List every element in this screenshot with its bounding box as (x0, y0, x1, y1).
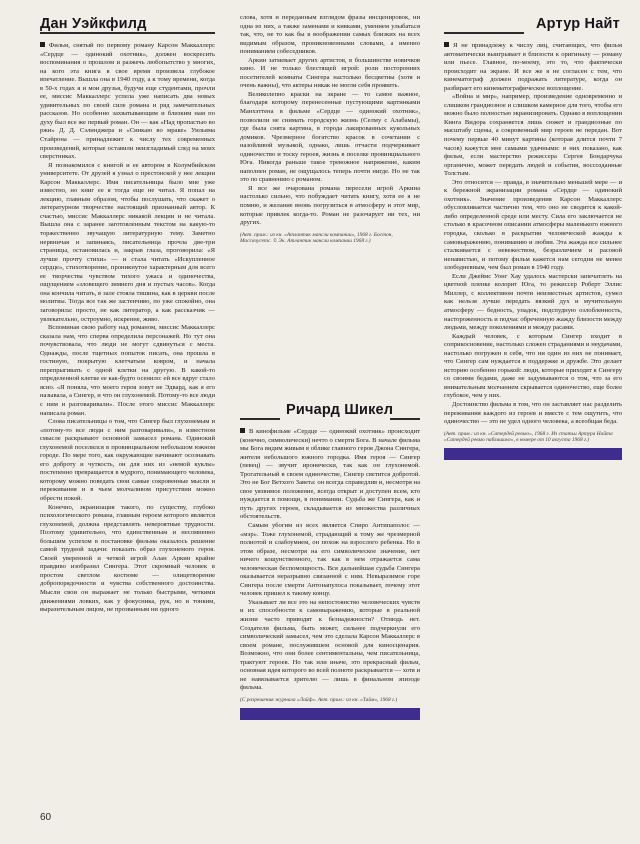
article-body (40, 42, 215, 615)
paragraph: Это относится — правда, в значительно меньшей мере — и к бережной экранизации романа «Сердце — одинокий охотник». Значение произведения Карсон Маккаллерс обусловливается частично тем, что оно не сводится к какой-либо определенной среде или месту. Сила его заключается не столько в красочном описании атмосферы маленького южного городка, сколько в раскрытии человеческой жажды к самовыражению, пониманию и любви. Эта жажда все сильнее сталкивается с невежеством, безразличием и расовой ненавистью, и потому фильм кажется нам сегодня не менее злободневным, чем был роман в 1940 году. (444, 178, 622, 272)
source-note: (Авт. прим.: из кн. «Сатердей ревью», 1968 г. Из статьи Артура Найта «Сатердей ревью паблишинг», в номере от 10 августа 1968 г.) (444, 430, 613, 444)
paragraph: В кинофильме «Сердце — одинокий охотник» происходит (конечно, символически) нечто о смерти Бога. В начале фильма мы Бога видим живым в облике главного героя Джона Сингера, жителя небольшого южного городка. Имя героя — Сингер (певец) — звучит иронически, так как он глухонемой. Трогательный в своем одиночестве, Сингер светится добротой. Это не Бог Ветхого Завета: он всегда справедлив и, несмотря на свое уязвимое положение, всегда открыт и доступен всем, кто нуждается в помощи, в понимании. Судьба же Сингера, как и путь других героев, складывается из множества различных обстоятельств. (240, 428, 420, 521)
article-body (240, 14, 420, 228)
decorative-bar (444, 448, 622, 460)
header-rule-left (444, 32, 524, 34)
author-name: Ричард Шикел (286, 402, 394, 418)
article-shickel (240, 400, 420, 720)
article-wakefield-continued (240, 14, 420, 245)
paragraph: слова, хотя и переданным взглядом фразы инсценировок, ни одна из них, а также заменами и кивками, умением улыбаться так, что, не то как бы в воображении самых близких на всех видимым образом, проникновенными словами, а именно пониманием собеседников. (240, 14, 420, 56)
header-rule-right (390, 418, 420, 420)
bullet-icon (444, 42, 449, 47)
author-name: Дан Уэйкфилд (40, 16, 147, 32)
paragraph: Конечно, экранизация такого, по существу, глубоко психологического романа, главным героем которого является глухонемой, должна представлять невероятные трудности. Поэтому удивительно, что единственным и несомненно большим успехом в постановке фильма оказалось решение самой трудной задачи: показать образ глухонемого героя. Своей уверенной и четкой игрой Алан Аркин крайне правдиво изобразил Сингера. Этот скромный человек в простом светлом костюме — олицетворение добропорядочности и чувства собственного достоинства. Мысли свои он выражает не только быстрыми, четкими движениями ловких, как у фокусника, рук, но и тонким, выразительным лицом, не прозванным ни одного (40, 503, 215, 614)
decorative-bar (240, 708, 420, 720)
paragraph: Фильм, снятый по первому роману Карсон Маккаллерс «Сердце — одинокий охотник», должен воскресить воспоминания о прошлом и разжечь любопытство у многих, на кого эта книга в свое время произвела глубокое впечатление. Вышла она в 1940 году, а к тому времени, когда в 50-х годах я и мои друзья, будучи еще студентами, прочли ее, миссис Маккаллерс успела уже написать два новых удивительных по своей силе романа и ряд замечательных рассказов. Но особенно захватывающим и близким нам по духу был все же первый роман. Он — как «Над пропастью во ржи» Д. Д. Сэлинджера и «Синкаю во мраке» Уильяма Стайрона — принадлежит к числу тех современных произведений, которые оставили неизгладимый след на моих сверстниках. (40, 42, 215, 161)
source-note: (Авт. прим.: из кн. «Атлантик мансли компании», 1968 г. Бостон, Массачусетс. © Эк. Атлантик мансли компании 1968 г.) (240, 231, 393, 245)
paragraph: Я познакомился с книгой и ее автором в Колумбийском университете. От друзей я узнал о престонской у нее лекции Карсон Маккаллерс. Имя писательницы было мне уже известно, но книг ее я тогда еще не читал. Я попал на лекцию, главным образом, чтобы послушать, что скажет о литературном творчестве настоящий признанный автор. К счастью, миссис Маккаллерс никакой лекции и не читала. Вышла она с заранее заготовленным текстом на какую-то торжественно звучащую литературную тему. Заметно нервничая и запинаясь, писательница прочла две-три страницы, остановилась и, закрыв глаза, проговорила: «Я лучше прочту стихи» — и стала читать «Искупленное сердце», стихотворение, проникнутое характерным для всего ее творчества чувством тихого ужаса и одиночества, ощущением «зловещего зимнего дня и пустых часов». Когда она кончила читать, в зале стояла тишина, как в церкви после молитвы. Тогда все так же застенчиво, по уже спокойно, она заговорила: просто, не как литератор, а как рассказчик — увлекательно, остроумно, искренне, живо. (40, 161, 215, 323)
author-header (240, 400, 420, 422)
paragraph: Я не принадлежу к числу лиц, считающих, что фильм автоматически выигрывает в близости к оригиналу — роману или пьесе. Главное, по-моему, это то, что фактически происходит на экране. И все же я не согласен с тем, что кинематограф должен подражать литературе, когда он разбирает его кинематографическое воплощение. (444, 42, 622, 92)
author-header (444, 14, 622, 36)
paragraph: Великолепно краски на экране — то самое важное, благодаря которому перенесенные пустующими картинками Манхэттена в фильме «Сердце — одинокий охотник», позволили не снимать городскую жизнь (Селму с Алабамы), где была снята картина, в города лакированных кукольных домиков. Чрезмерное богатство красок в сочетании с назойливой музыкой, однако, лишь отчасти подчеркивает одиночество и тоску героев, жизнь в поселке провинциального Юга. Никогда раньше такое тревожное напряжение, каким наполнен роман, не ощущалось теперь почти нигде. Но не так это по сравнению с романом. (240, 90, 420, 184)
article-body (240, 428, 420, 693)
paragraph: Аркин затмевает других артистов, в большинстве новичков кино. И не только блестящей игрой: роли посторонних посетителей комнаты Сингера настолько бесцветны (хотя и очень важны), что актеры никак не могли себя проявить. (240, 56, 420, 90)
paragraph: Если Джеймс Уонг Хау удалось мастерски запечатлеть на цветной пленке колорит Юга, то режиссер Роберт Эллис Миллер, с коллективом почти неизвестных артистов, сумел как нельзя лучше передать вязкий дух и мучительную атмосферу — бедность, упадок, подспудную озлобленность, настороженность и подчас обреченную жажду близости между людьми, между поколениями и между расами. (444, 272, 622, 332)
bullet-icon (40, 42, 45, 47)
article-wakefield (40, 14, 215, 615)
paragraph: Достоинство фильма в том, что он заставляет нас разделить переживания каждого из героев и вместе с тем ощутить, что одиночество — это не удел одного человека, а всеобщая беда. (444, 400, 622, 426)
paragraph: «Война и мир», например, произведение одновременно и слишком грандиозное и слишком камерное для того, чтобы его можно было полностью экранизировать. Однако в воплощении Кинга Видора сохраняется лишь сюжет и грандиозные по масштабу сцены, а сокровенный мир героев не передан. Вот почему первые 40 минут картины (которая длится почти 7 часов) кажутся мне самыми удачными: в них показано, как фильм, если мастерство режиссера Сергея Бондарчука органично, может передать людей и события, воссозданные Толстым. (444, 93, 622, 178)
bullet-icon (240, 428, 245, 433)
paragraph: Каждый человек, с которым Сингер входит в соприкосновение, настолько сложен страданиями и неудачами, настолько погружен в себя, что ни один из них не понимает, что Сингер сам нуждается в поддержке и дружбе. Это делает историю особенно горькой: люди, которые приходят к Сингеру со своими бедами, даже не задумываются о том, что за его внимательным молчанием скрывается одиночество, еще более глубокое, чем у них. (444, 332, 622, 400)
article-knight (444, 14, 622, 460)
paragraph: Указывает ли все это на непостоянство человеческих чувств и их способности к самовыражению, которые в реальной жизни часто приводят к безнадежности? Отнюдь нет. Создатели фильма, быть может, сильнее подчеркнули его символический замысел, чем это сделала Карсон Маккаллерс в своем романе, послужившем основой для киносценария. Возможно, что они более сентиментальны, чем писательница, трактуют героев. Но так или иначе, это прекрасный фильм, основная идея которого во всей полноте раскрывается — хотя и не навязывается зрителю — лишь в финальном эпизоде фильма. (240, 598, 420, 692)
header-rule-left (240, 418, 280, 420)
author-name: Артур Найт (536, 16, 620, 32)
source-note: (С разрешения журнала «Лайф». Авт. прим.: из кн. «Тайм», 1968 г.) (240, 696, 398, 703)
page-number: 60 (40, 812, 52, 823)
author-header (40, 14, 215, 36)
header-rule (40, 32, 215, 34)
paragraph: Вспоминая свою работу над романом, миссис Маккаллерс сказала нам, что сперва определила персонажей. Но тут она почувствовала, что люди не могут сдвинуться с места. Однажды, после тщетных попыток писать, она прошла в гостиную, покрытую клетчатым ковром, и начала перепрыгивать с одной клетки на другую. В какой-то определенной клетке ее как-будто осенило: ей все вдруг стало ясно. «Я поняла, что моего героя зовут не Эдвард, как я его называла, а Сингер, и что он глухонемой. Потому-то все люди с ним и разговаривали». После этого миссис Маккаллерс написала роман. (40, 324, 215, 417)
paragraph: Самым убогим из всех является Спиро Антипаполос — «мэр». Тоже глухонемой, страдающий к тому же чрезмерной полнотой и слабоумием, он похож на взрослого ребенка. Но в этом образе, несмотря на его символическое значение, нет ничего кощунственного, так как в нем отражается сама человеческая беспомощность. Вся дальнейшая судьба Сингера оказывается неразрывно связанной с ним. Невыразимое горе Сингера после смерти Антонапулоса показывает, почему этот человек пришел к такому концу. (240, 522, 420, 598)
paragraph: Я все же очарована романа пересели игрой Аркина настолько сильно, что побуждает читать книгу, хотя ее я не помню, и желание вновь погрузиться в атмосферу и этот мир, которые привлек когда-то. Роман не разочарует ни тех, ни других. (240, 184, 420, 227)
paragraph: Слова писательницы о том, что Сингер был глухонемым и «потому-то все люди с ним разговаривали», в известном смысле раскрывают основной замысел романа. Одинокий глухонемой поселился в провинциальном небольшом южном городе. По мере того, как окружающие начинают осознавать его доброту и чуткость, он для них из «немой куклы» постепенно превращается в мудрого, понимающего человека, которому можно поведать свои самые сокровенные мысли и переживания и в чьем молчаливом присутствии можно обрести покой. (40, 418, 215, 502)
article-body (444, 42, 622, 427)
